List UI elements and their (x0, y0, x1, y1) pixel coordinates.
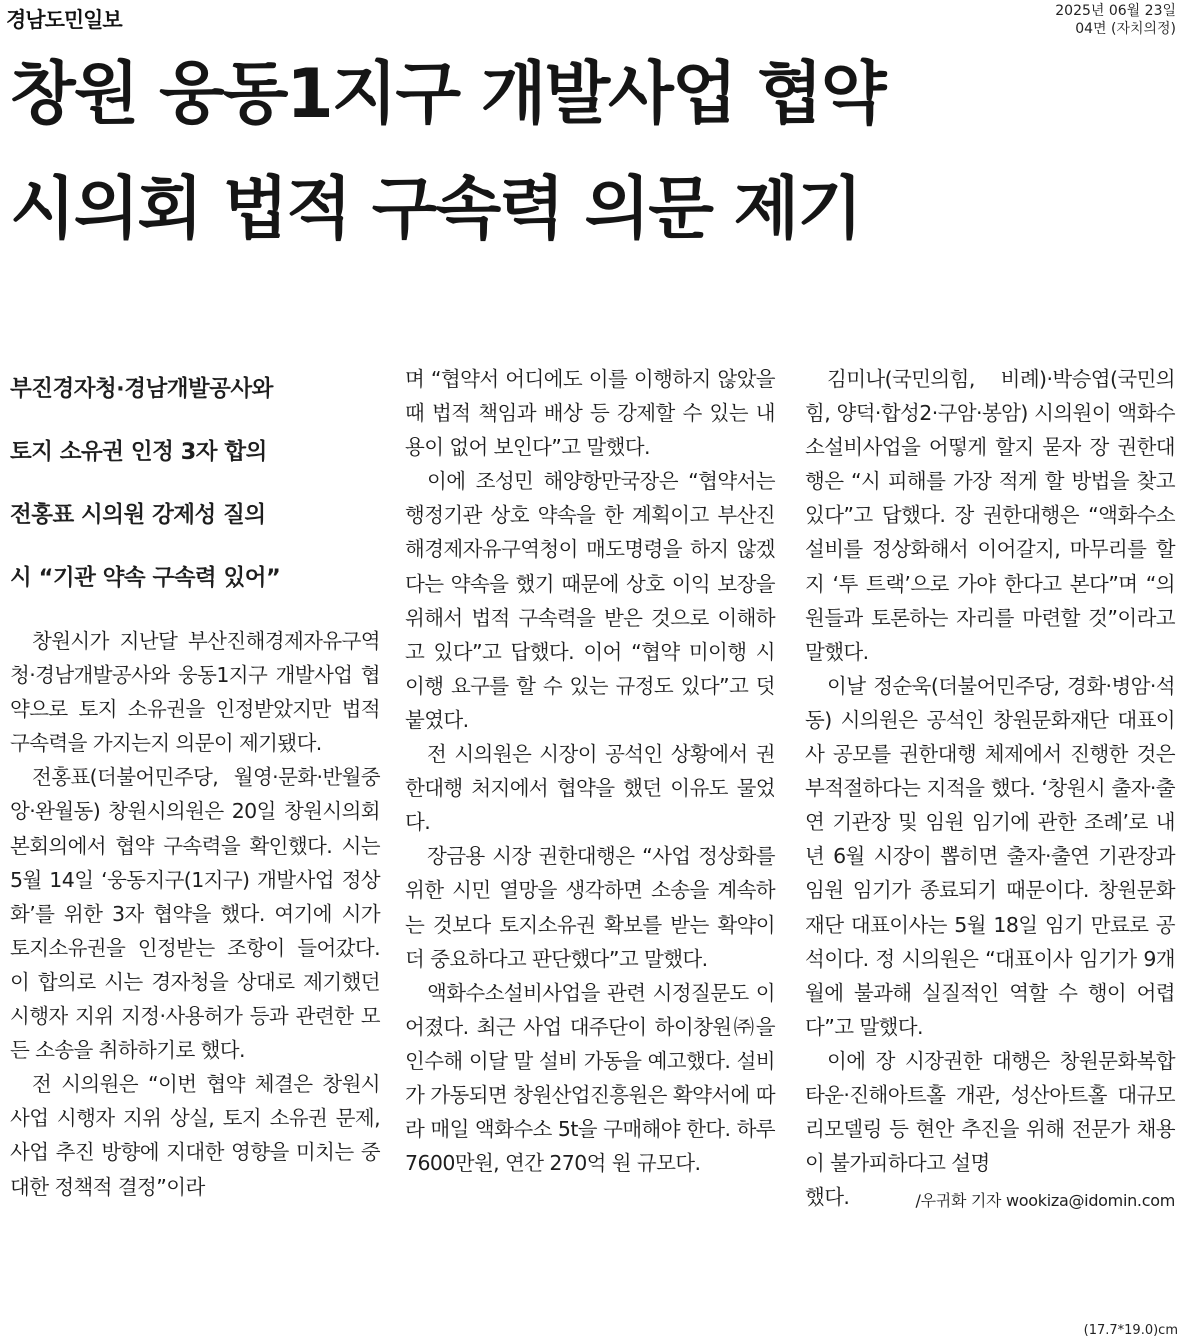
page-section: 04면 (자치의정) (1075, 21, 1176, 37)
headline-line-1: 창원 웅동1지구 개발사업 협약 (10, 55, 885, 134)
subhead-line-4: 시 “기관 약속 구속력 있어” (10, 565, 281, 591)
subhead-line-2: 토지 소유권 인정 3자 합의 (10, 439, 267, 465)
headline-line-2: 시의회 법적 구속력 의문 제기 (10, 170, 861, 249)
subhead-line-1: 부진경자청·경남개발공사와 (10, 376, 273, 402)
dateline (1055, 2, 1176, 38)
paragraph: 이날 정순욱(더불어민주당, 경화·병암·석동) 시의원은 공석인 창원문화재단 대표이사 공모를 권한대행 체제에서 진행한 것은 부적절하다는 지적을 했다. ‘창원시 출자·출연 기관장 및 임원 임기에 관한 조례’로 내년 6월 시장이 뽑히면 출자·출연 기관장과 임원 임기가 종료되기 때문이다. 창원문화재단 대표이사는 5월 18일 임기 만료로 공석이다. 정 시의원은 “대표이사 임기가 9개월에 불과해 실질적인 역할 수 행이 어렵다”고 말했다. (805, 673, 1175, 1039)
paragraph: 며 “협약서 어디에도 이를 이행하지 않았을 때 법적 책임과 배상 등 강제할 수 있는 내용이 없어 보인다”고 말했다. (405, 367, 775, 460)
paragraph: 이에 장 시장권한 대행은 창원문화복합타운·진해아트홀 개관, 성산아트홀 대규모 리모델링 등 현안 추진을 위해 전문가 채용이 불가피하다고 설명 (805, 1048, 1175, 1176)
byline-row (805, 1180, 1175, 1218)
article-column-3 (805, 362, 1175, 1218)
paragraph: 전홍표(더불어민주당, 월영·문화·반월중앙·완월동) 창원시의원은 20일 창원시의회 본회의에서 협약 구속력을 확인했다. 시는 5월 14일 ‘웅동지구(1지구) 개발사업 정상화’를 위한 3자 협약을 했다. 여기에 시가 토지소유권을 인정받는 조항이 들어갔다. 이 합의로 시는 경자청을 상대로 제기했던 시행자 지위 지정·사용허가 등과 관련한 모든 소송을 취하하기로 했다. (10, 765, 380, 1063)
paragraph: 액화수소설비사업을 관련 시정질문도 이어졌다. 최근 사업 대주단이 하이창원㈜을 인수해 이달 말 설비 가동을 예고했다. 설비가 가동되면 창원산업진흥원은 확약서에 따라 매일 액화수소 5t을 구매해야 한다. 하루 7600만원, 연간 270억 원 규모다. (405, 980, 775, 1176)
article-column-2 (405, 362, 775, 1180)
publication-date: 2025년 06월 23일 (1055, 3, 1176, 19)
paragraph: 김미나(국민의힘, 비례)·박승엽(국민의힘, 양덕·합성2·구암·봉암) 시의원이 액화수소설비사업을 어떻게 할지 묻자 장 권한대행은 “시 피해를 가장 적게 할 방법을 찾고 있다”고 답했다. 장 권한대행은 “액화수소설비를 정상화해서 이어갈지, 마무리를 할지 ‘투 트랙’으로 가야 한다고 본다”며 “의원들과 토론하는 자리를 마련할 것”이라고 말했다. (805, 367, 1175, 664)
newspaper-masthead: 경남도민일보 (6, 8, 122, 32)
paragraph: 전 시의원은 시장이 공석인 상황에서 권한대행 처지에서 협약을 했던 이유도 물었다. (405, 742, 775, 835)
article-column-1 (10, 358, 380, 1204)
closing-word: 했다. (805, 1185, 850, 1210)
paragraph: 장금용 시장 권한대행은 “사업 정상화를 위한 시민 열망을 생각하면 소송을 계속하는 것보다 토지소유권 확보를 받는 확약이 더 중요하다고 판단했다”고 말했다. (405, 844, 775, 971)
paragraph: 창원시가 지난달 부산진해경제자유구역청·경남개발공사와 웅동1지구 개발사업 협약으로 토지 소유권을 인정받았지만 법적 구속력을 가지는지 의문이 제기됐다. (10, 629, 380, 756)
article-size-note: (17.7*19.0)cm (1083, 1323, 1178, 1338)
paragraph: 전 시의원은 “이번 협약 체결은 창원시 사업 시행자 지위 상실, 토지 소유권 문제, 사업 추진 방향에 지대한 영향을 미치는 중대한 정책적 결정”이라 (10, 1072, 380, 1199)
paragraph: 이에 조성민 해양항만국장은 “협약서는 행정기관 상호 약속을 한 계획이고 부산진해경제자유구역청이 매도명령을 하지 않겠다는 약속을 했기 때문에 상호 이익 보장을 위해서 법적 구속력을 받은 것으로 이해하고 있다”고 답했다. 이어 “협약 미이행 시 이행 요구를 할 수 있는 규정도 있다”고 덧붙였다. (405, 469, 775, 732)
subhead-line-3: 전홍표 시의원 강제성 질의 (10, 502, 266, 528)
subheadline (10, 358, 380, 610)
reporter-byline: /우귀화 기자 wookiza@idomin.com (915, 1191, 1175, 1211)
